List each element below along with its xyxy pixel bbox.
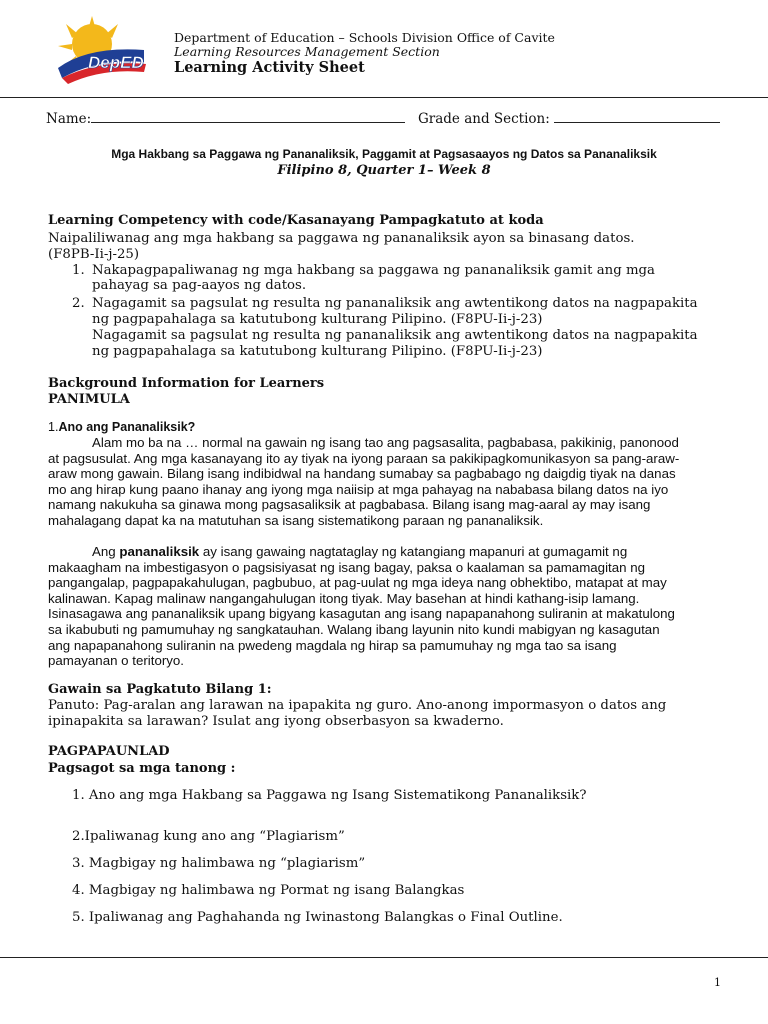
grade-field[interactable]	[554, 111, 720, 123]
competency-line-2: (F8PB-Ii-j-25)	[48, 247, 140, 262]
question-4: 4. Magbigay ng halimbawa ng Pormat ng isang Balangkas	[72, 883, 465, 898]
deped-cavite-logo	[48, 16, 160, 88]
competency-line-1: Naipaliliwanag ang mga hakbang sa paggawa ng pananaliksik ayon sa binasang datos.	[48, 231, 635, 246]
background-heading: Background Information for Learners	[48, 376, 325, 391]
name-row	[46, 111, 405, 127]
activity-heading: Gawain sa Pagkatuto Bilang 1:	[48, 682, 272, 697]
p2-first-line	[48, 544, 720, 560]
question-2: 2.Ipaliwanag kung ano ang “Plagiarism”	[72, 829, 345, 844]
question-text: Ano ang Pananaliksik?	[58, 420, 196, 434]
p2-line: pangangalap, pagpapakahulugan, pagbubuo, at pag-uulat ng mga ideya nang obhektibo, matapat at may	[48, 575, 667, 591]
competency-item-2-line-2: ng pagpapahalaga sa katutubong kulturang Pilipino. (F8PU-Ii-j-23)	[92, 312, 543, 327]
p2-key-term: pananaliksik	[119, 544, 200, 559]
competency-item-2-line-1: Nagagamit sa pagsulat ng resulta ng pananaliksik ang awtentikong datos na nagpapakita	[92, 296, 698, 311]
competency-item-1-num: 1.	[72, 263, 85, 278]
development-heading: PAGPAPAUNLAD	[48, 744, 170, 759]
p2-line: makaagham na imbestigasyon o pagsisiyasat ng isang bagay, paksa o kaalaman sa pamamagitan ng	[48, 559, 645, 575]
competency-item-1-line-1: Nakapagpapaliwanag ng mga hakbang sa paggawa ng pananaliksik gamit ang mga	[92, 263, 655, 278]
sheet-title: Learning Activity Sheet	[174, 59, 365, 76]
worksheet-title: Mga Hakbang sa Paggawa ng Pananaliksik, Paggamit at Pagsasaayos ng Datos sa Pananaliksik	[111, 147, 657, 161]
question-5: 5. Ipaliwanag ang Paghahanda ng Iwinastong Balangkas o Final Outline.	[72, 910, 563, 925]
activity-line-2: ipinapakita sa larawan? Isulat ang iyong obserbasyon sa kwaderno.	[48, 714, 504, 729]
competency-item-1-line-2: pahayag sa pag-aayos ng datos.	[92, 278, 307, 293]
question-heading	[48, 420, 195, 434]
grade-row	[418, 111, 720, 127]
logo-text: DepED	[88, 53, 144, 72]
grade-label: Grade and Section:	[418, 111, 550, 127]
department-name: Department of Education – Schools Division Office of Cavite	[174, 30, 555, 45]
activity-line-1: Panuto: Pag-aralan ang larawan na ipapakita ng guro. Ano-anong impormasyon o datos ang	[48, 698, 667, 713]
p2-line: kalinawan. Kapag malinaw nangangahulugan itong tiyak. May basehan at hindi kathang-isip lamang.	[48, 590, 640, 606]
p2-line: pamayanan o teritoryo.	[48, 653, 185, 669]
competency-item-2-line-3: Nagagamit sa pagsulat ng resulta ng pananaliksik ang awtentikong datos na nagpapakita	[92, 328, 698, 343]
name-label: Name:	[46, 111, 92, 127]
competency-item-2-num: 2.	[72, 296, 85, 311]
p2-first-rest: ay isang gawaing nagtataglay ng katangiang mapanuri at gumagamit ng	[202, 544, 628, 559]
competency-heading: Learning Competency with code/Kasanayang Pampagkatuto at koda	[48, 213, 544, 228]
p1-line: at pagsusulat. Ang mga kasanayang ito ay tiyak na iyong paraan sa pakikipagkomunikasyon sa pang-araw-	[48, 450, 680, 466]
question-1: 1. Ano ang mga Hakbang sa Paggawa ng Isang Sistematikong Pananaliksik?	[72, 788, 587, 803]
worksheet-subtitle: Filipino 8, Quarter 1– Week 8	[277, 163, 491, 178]
header-divider	[0, 97, 768, 98]
p1-line: Alam mo ba na … normal na gawain ng isang tao ang pagsasalita, pagbabasa, pakikinig, panonood	[92, 435, 679, 450]
p2-line: sa ikabubuti ng pamumuhay ng sangkatauhan. Walang ibang layunin nito kundi mabigyan ng kasagutan	[48, 621, 660, 637]
p2-line: Isinasagawa ang pananaliksik upang bigyang kasagutan ang isang napapanahong suliranin at makatulong	[48, 606, 675, 622]
name-field[interactable]	[91, 111, 405, 123]
question-3: 3. Magbigay ng halimbawa ng “plagiarism”	[72, 856, 366, 871]
development-subheading: Pagsagot sa mga tanong :	[48, 761, 236, 776]
p1-line: mo ang hirap kung paano ihanay ang iyong mga naiisip at mga pahayag na nababasa bilang datos na iyo	[48, 481, 669, 497]
p2-prefix: Ang	[92, 544, 116, 559]
section-name: Learning Resources Management Section	[174, 44, 440, 59]
p2-line: ang napapanahong suliranin na pwedeng magdala ng hirap sa pamumuhay ng mga tao sa isang	[48, 637, 617, 653]
page-number: 1	[714, 976, 721, 989]
intro-paragraph-2	[48, 544, 720, 669]
intro-paragraph-1	[48, 435, 720, 529]
question-number: 1.	[48, 420, 59, 434]
footer-divider	[0, 957, 768, 958]
p1-line: namang nakukuha sa ginawa mong pagsasaliksik at pagbabasa. Bilang isang mag-aaral ay may isang	[48, 497, 651, 513]
p1-line: araw mong gawain. Bilang isang indibidwal na handang sumabay sa pagbabago ng daigdig tiyak na danas	[48, 466, 676, 482]
panimula-heading: PANIMULA	[48, 392, 130, 407]
p1-line: mahalagang dapat ka na matutuhan sa isang sistematikong paraan ng pananaliksik.	[48, 512, 544, 528]
logo-subtext: CAVITE	[120, 75, 146, 82]
competency-item-2-line-4: ng pagpapahalaga sa katutubong kulturang Pilipino. (F8PU-Ii-j-23)	[92, 344, 543, 359]
